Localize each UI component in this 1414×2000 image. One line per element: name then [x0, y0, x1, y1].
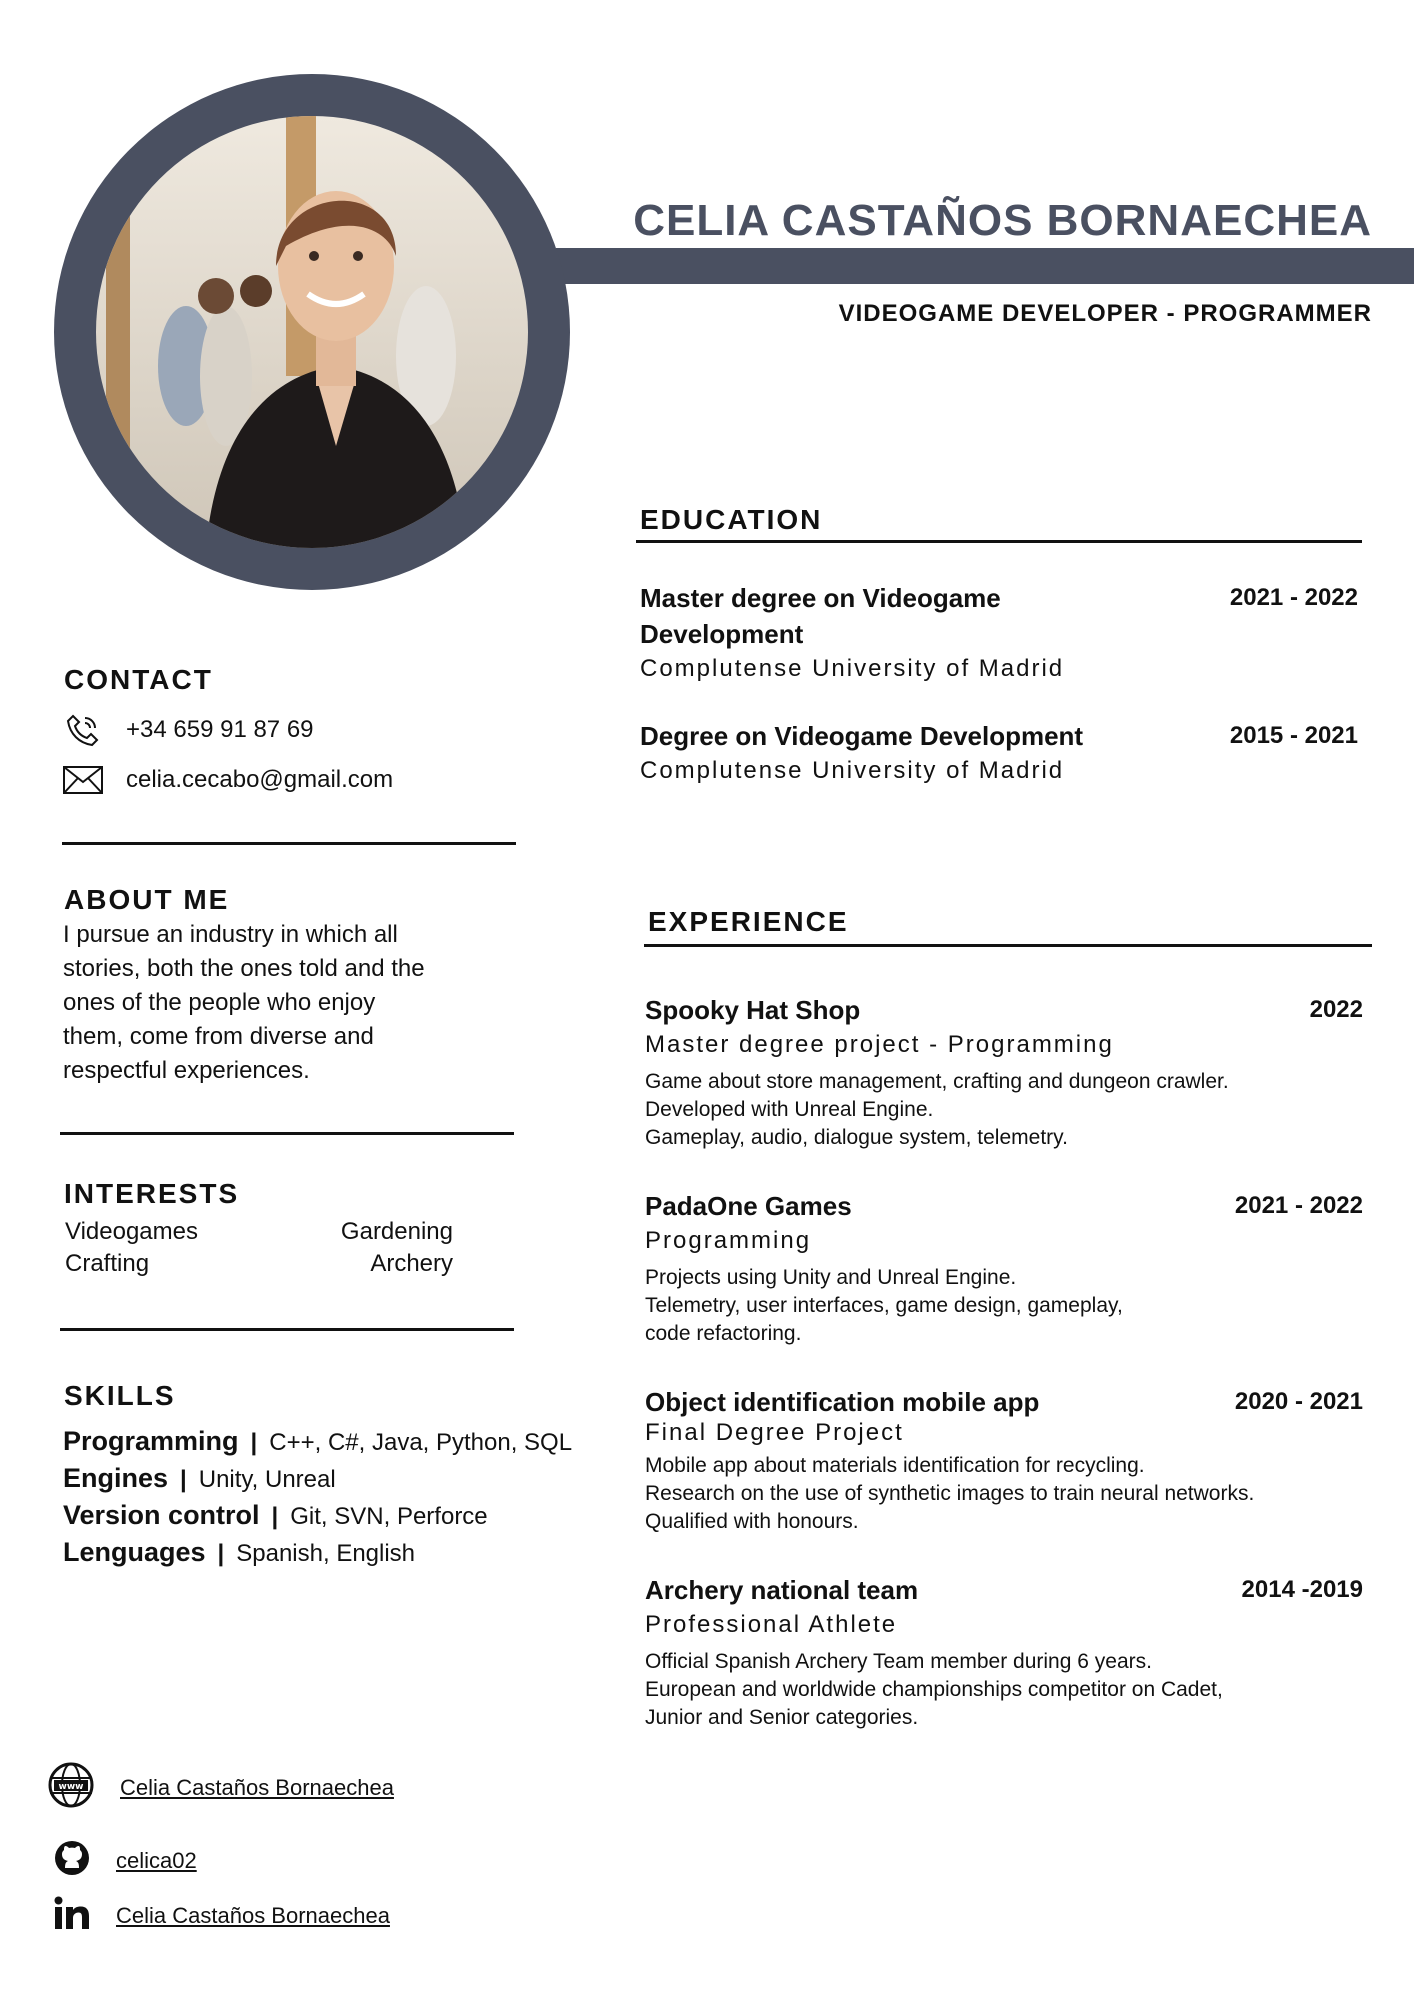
experience-role: Final Degree Project	[645, 1419, 904, 1446]
education-school: Complutense University of Madrid	[640, 655, 1065, 682]
divider	[644, 944, 1372, 947]
about-text	[63, 918, 483, 1088]
skill-separator: |	[180, 1466, 187, 1493]
profile-photo-illustration	[96, 116, 528, 548]
experience-role: Programming	[645, 1227, 812, 1254]
divider	[60, 1328, 514, 1331]
phone-icon	[62, 712, 104, 748]
experience-title: PadaOne Games	[645, 1191, 852, 1221]
experience-role: Master degree project - Programming	[645, 1031, 1114, 1058]
contact-email-row	[62, 762, 393, 798]
experience-description	[645, 1648, 1363, 1732]
skill-value: C++, C#, Java, Python, SQL	[269, 1429, 573, 1456]
experience-title: Spooky Hat Shop	[645, 995, 861, 1025]
contact-email[interactable]: celia.cecabo@gmail.com	[126, 766, 394, 793]
github-icon	[54, 1840, 90, 1882]
about-line: stories, both the ones told and the	[63, 955, 425, 982]
interest-item: Gardening	[340, 1218, 453, 1245]
education-title: Master degree on Videogame	[640, 583, 1001, 613]
skill-separator: |	[271, 1503, 279, 1530]
description-line: Official Spanish Archery Team member during 6 years.	[645, 1650, 1152, 1673]
description-line: Mobile app about materials identification for recycling.	[645, 1454, 1145, 1477]
description-line: Research on the use of synthetic images to train neural networks.	[645, 1482, 1255, 1505]
description-line: European and worldwide championships competitor on Cadet,	[645, 1678, 1223, 1701]
skill-value: Spanish, English	[236, 1540, 416, 1567]
skill-row	[63, 1500, 572, 1531]
skill-label: Programming	[63, 1426, 239, 1456]
description-line: Gameplay, audio, dialogue system, telemetry.	[645, 1126, 1068, 1149]
skill-label: Engines	[63, 1463, 169, 1493]
experience-entry	[645, 1572, 1363, 1732]
description-line: code refactoring.	[645, 1322, 802, 1345]
experience-years: 2020 - 2021	[1234, 1388, 1363, 1415]
experience-description	[645, 1264, 1363, 1348]
divider	[636, 540, 1362, 543]
experience-title: Archery national team	[645, 1575, 919, 1605]
education-title: Degree on Videogame Development	[640, 721, 1084, 751]
divider	[62, 842, 516, 845]
about-line: respectful experiences.	[63, 1057, 310, 1084]
interest-item: Videogames	[65, 1218, 198, 1245]
experience-description	[645, 1452, 1363, 1536]
education-school: Complutense University of Madrid	[640, 757, 1065, 784]
skill-separator: |	[217, 1540, 225, 1567]
skill-label: Version control	[63, 1500, 260, 1530]
experience-description	[645, 1068, 1363, 1152]
experience-heading: EXPERIENCE	[648, 906, 849, 937]
experience-years: 2022	[1309, 996, 1363, 1023]
globe-icon-label: www	[58, 1782, 84, 1792]
description-line: Developed with Unreal Engine.	[645, 1098, 934, 1121]
education-entry	[640, 718, 1358, 788]
experience-role: Professional Athlete	[645, 1611, 898, 1638]
education-title: Development	[640, 619, 804, 649]
education-years: 2021 - 2022	[1229, 584, 1358, 611]
description-line: Qualified with honours.	[645, 1510, 859, 1533]
description-line: Game about store management, crafting and dungeon crawler.	[645, 1070, 1229, 1093]
skill-value: Unity, Unreal	[198, 1466, 336, 1493]
experience-years: 2021 - 2022	[1234, 1192, 1363, 1219]
skills-list	[63, 1426, 572, 1574]
experience-entry	[645, 992, 1363, 1152]
divider	[60, 1132, 514, 1135]
header-bar	[556, 248, 1414, 284]
contact-section	[62, 712, 393, 798]
interest-item: Archery	[370, 1250, 453, 1277]
skills-heading: SKILLS	[64, 1380, 176, 1411]
profile-photo	[96, 116, 528, 548]
description-line: Projects using Unity and Unreal Engine.	[645, 1266, 1017, 1289]
github-link-row	[48, 1840, 394, 1882]
education-entry	[640, 580, 1358, 686]
experience-entry	[645, 1188, 1363, 1348]
mail-icon	[62, 762, 104, 798]
skill-label: Lenguages	[63, 1537, 206, 1567]
about-line: I pursue an industry in which all	[63, 921, 398, 948]
interests-list	[65, 1218, 453, 1278]
globe-icon	[48, 1762, 94, 1814]
skill-value: Git, SVN, Perforce	[290, 1503, 488, 1530]
contact-phone[interactable]: +34 659 91 87 69	[126, 716, 314, 743]
website-link-row	[48, 1762, 394, 1814]
about-line: them, come from diverse and	[63, 1023, 374, 1050]
experience-years: 2014 -2019	[1241, 1576, 1363, 1603]
contact-phone-row	[62, 712, 393, 748]
education-years: 2015 - 2021	[1229, 722, 1358, 749]
linkedin-icon	[54, 1896, 90, 1936]
skill-row	[63, 1537, 572, 1568]
experience-title: Object identification mobile app	[645, 1387, 1040, 1417]
contact-heading: CONTACT	[64, 664, 213, 695]
skill-row	[63, 1426, 572, 1457]
skill-row	[63, 1463, 572, 1494]
interests-heading: INTERESTS	[64, 1178, 240, 1209]
candidate-role: VIDEOGAME DEVELOPER - PROGRAMMER	[838, 300, 1372, 327]
interest-item: Crafting	[65, 1250, 150, 1277]
skill-separator: |	[250, 1429, 258, 1456]
description-line: Telemetry, user interfaces, game design, gameplay,	[645, 1294, 1123, 1317]
linkedin-link-row	[48, 1896, 394, 1936]
about-heading: ABOUT ME	[64, 884, 230, 915]
linkedin-link[interactable]: Celia Castaños Bornaechea	[116, 1903, 390, 1928]
experience-entry	[645, 1384, 1363, 1536]
links-section	[48, 1762, 394, 1936]
description-line: Junior and Senior categories.	[645, 1706, 919, 1729]
education-heading: EDUCATION	[640, 504, 823, 535]
website-link[interactable]: Celia Castaños Bornaechea	[120, 1775, 394, 1800]
candidate-name: CELIA CASTAÑOS BORNAECHEA	[633, 196, 1372, 245]
github-link[interactable]: celica02	[116, 1848, 197, 1873]
about-line: ones of the people who enjoy	[63, 989, 376, 1016]
